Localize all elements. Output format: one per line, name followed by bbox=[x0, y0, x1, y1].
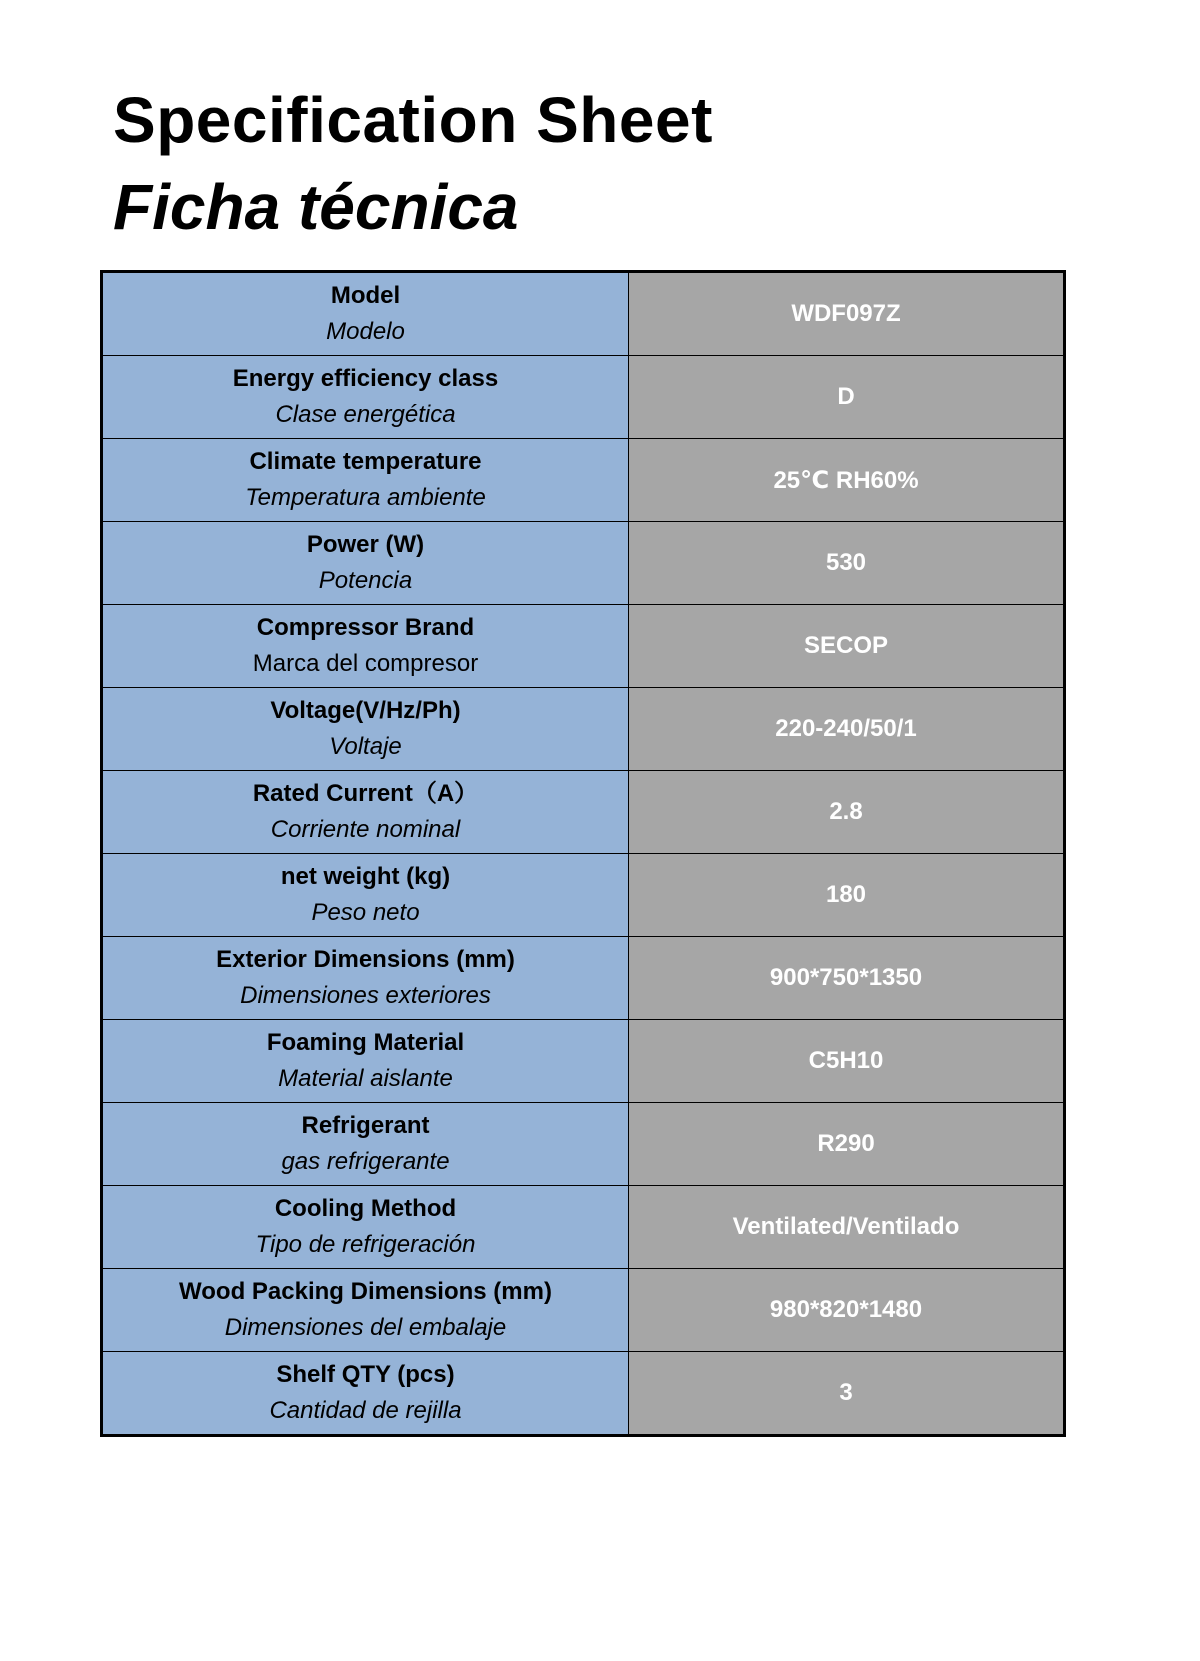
spec-value: 530 bbox=[629, 522, 1065, 605]
spec-value: 2.8 bbox=[629, 771, 1065, 854]
spec-value: 180 bbox=[629, 854, 1065, 937]
spec-label-cell bbox=[102, 1352, 629, 1436]
spec-label-cell bbox=[102, 771, 629, 854]
spec-label-english: Compressor Brand bbox=[256, 614, 475, 641]
spec-label-english: Energy efficiency class bbox=[232, 365, 499, 392]
table-row bbox=[102, 356, 1065, 439]
spec-value: WDF097Z bbox=[629, 272, 1065, 356]
spec-label-cell bbox=[102, 439, 629, 522]
spec-value: SECOP bbox=[629, 605, 1065, 688]
spec-label-english: Refrigerant bbox=[301, 1112, 430, 1139]
spec-label-spanish: Corriente nominal bbox=[270, 816, 461, 843]
spec-label-cell bbox=[102, 688, 629, 771]
spec-label-english: Voltage(V/Hz/Ph) bbox=[270, 697, 461, 724]
spec-label-spanish: Modelo bbox=[326, 318, 405, 345]
spec-value: 220-240/50/1 bbox=[629, 688, 1065, 771]
table-row bbox=[102, 688, 1065, 771]
spec-label-cell bbox=[102, 1103, 629, 1186]
spec-label-spanish: Peso neto bbox=[311, 899, 420, 926]
spec-label-cell bbox=[102, 1186, 629, 1269]
spec-label-english: Foaming Material bbox=[266, 1029, 465, 1056]
table-row bbox=[102, 1269, 1065, 1352]
spec-label-spanish: Marca del compresor bbox=[252, 650, 479, 677]
spec-value: 980*820*1480 bbox=[629, 1269, 1065, 1352]
spec-label-cell bbox=[102, 854, 629, 937]
spec-label-english: Exterior Dimensions (mm) bbox=[216, 946, 515, 973]
spec-label-cell bbox=[102, 522, 629, 605]
spec-label-spanish: Voltaje bbox=[329, 733, 402, 760]
spec-label-cell bbox=[102, 605, 629, 688]
spec-value: 900*750*1350 bbox=[629, 937, 1065, 1020]
table-row bbox=[102, 1352, 1065, 1436]
table-row bbox=[102, 605, 1065, 688]
spec-label-english: Power (W) bbox=[306, 531, 425, 558]
spec-label-english: Rated Current（A） bbox=[252, 780, 479, 807]
spec-value: Ventilated/Ventilado bbox=[629, 1186, 1065, 1269]
spec-label-spanish: Clase energética bbox=[275, 401, 456, 428]
table-row bbox=[102, 272, 1065, 356]
table-row bbox=[102, 854, 1065, 937]
spec-label-cell bbox=[102, 1020, 629, 1103]
spec-value: D bbox=[629, 356, 1065, 439]
spec-label-english: Climate temperature bbox=[249, 448, 482, 475]
table-row bbox=[102, 1103, 1065, 1186]
table-row bbox=[102, 771, 1065, 854]
spec-value: R290 bbox=[629, 1103, 1065, 1186]
spec-label-english: Wood Packing Dimensions (mm) bbox=[179, 1278, 552, 1305]
spec-label-spanish: Potencia bbox=[318, 567, 413, 594]
spec-label-english: Model bbox=[330, 282, 401, 309]
table-row bbox=[102, 522, 1065, 605]
title-english: Specification Sheet bbox=[113, 84, 713, 156]
spec-value: C5H10 bbox=[629, 1020, 1065, 1103]
spec-label-spanish: Dimensiones exteriores bbox=[240, 982, 491, 1009]
spec-label-spanish: Cantidad de rejilla bbox=[269, 1397, 462, 1424]
spec-label-english: Shelf QTY (pcs) bbox=[276, 1361, 455, 1388]
spec-value: 3 bbox=[629, 1352, 1065, 1436]
spec-label-cell bbox=[102, 356, 629, 439]
document-header bbox=[113, 78, 713, 252]
spec-label-cell bbox=[102, 1269, 629, 1352]
spec-label-cell bbox=[102, 937, 629, 1020]
spec-value: 25℃ RH60% bbox=[629, 439, 1065, 522]
spec-label-english: net weight (kg) bbox=[280, 863, 451, 890]
specification-table bbox=[100, 270, 1066, 1437]
spec-label-cell bbox=[102, 272, 629, 356]
table-row bbox=[102, 1186, 1065, 1269]
spec-label-spanish: Temperatura ambiente bbox=[245, 484, 486, 511]
spec-label-english: Cooling Method bbox=[274, 1195, 457, 1222]
table-row bbox=[102, 1020, 1065, 1103]
table-row bbox=[102, 937, 1065, 1020]
spec-label-spanish: gas refrigerante bbox=[281, 1148, 450, 1175]
table-row bbox=[102, 439, 1065, 522]
title-spanish: Ficha técnica bbox=[113, 171, 519, 243]
spec-label-spanish: Material aislante bbox=[278, 1065, 453, 1092]
spec-label-spanish: Tipo de refrigeración bbox=[255, 1231, 476, 1258]
spec-label-spanish: Dimensiones del embalaje bbox=[224, 1314, 507, 1341]
